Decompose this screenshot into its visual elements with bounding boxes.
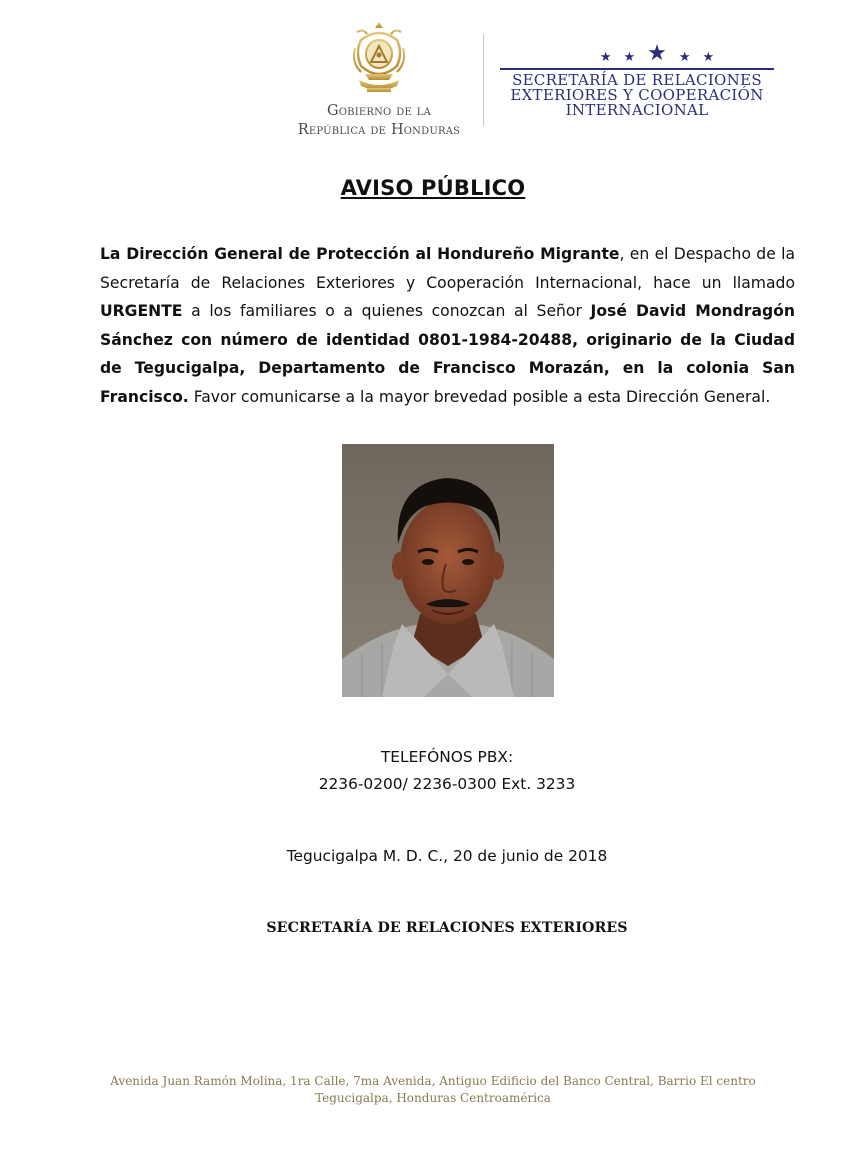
ministry-name-line2: EXTERIORES Y COOPERACIÓN [510, 86, 764, 104]
phone-contact [0, 744, 866, 798]
urgent-label: URGENTE [100, 302, 183, 320]
ministry-logo-block [496, 41, 778, 119]
paragraph-text-2: a los familiares o a quienes conozcan al Señor [182, 302, 591, 320]
star-icon: ★ [623, 50, 636, 65]
signature: SECRETARÍA DE RELACIONES EXTERIORES [266, 920, 628, 936]
phones-label: TELEFÓNOS PBX: [380, 748, 514, 766]
person-details: José David Mondragón Sánchez con número de identidad 0801-1984-20488, originario de la Ciudad de Tegucigalpa, Departamento de Francisco Morazán, en la colonia San Francisco. [100, 302, 795, 406]
portrait-image [342, 444, 554, 697]
five-stars-icon [536, 41, 778, 66]
star-icon: ★ [647, 41, 667, 66]
ministry-name-line3: INTERNACIONAL [565, 101, 709, 119]
government-name-line1: Gobierno de la [326, 103, 432, 119]
ministry-name-line1: SECRETARÍA DE RELACIONES [512, 71, 762, 89]
star-icon: ★ [599, 50, 612, 65]
paragraph-text-1: , en el Despacho de la Secretaría de Relaciones Exteriores y Cooperación Internacional, hace un llamado [100, 245, 795, 292]
person-photo [342, 444, 554, 697]
star-icon: ★ [678, 50, 691, 65]
footer-line1: Avenida Juan Ramón Molina, 1ra Calle, 7ma Avenida, Antiguo Edificio del Banco Central, Barrio El centro [110, 1074, 756, 1088]
paragraph-text-3: Favor comunicarse a la mayor brevedad posible a esta Dirección General. [188, 387, 771, 406]
ministry-rule [500, 68, 774, 70]
government-name-line2: República de Honduras [297, 122, 461, 138]
star-icon: ★ [702, 50, 715, 65]
notice-paragraph [100, 240, 795, 411]
footer-address [0, 1073, 866, 1107]
header-divider [483, 34, 484, 126]
footer-line2: Tegucigalpa, Honduras Centroamérica [315, 1091, 551, 1105]
dateline: Tegucigalpa M. D. C., 20 de junio de 2018 [286, 847, 608, 865]
coat-of-arms-icon [347, 18, 411, 100]
government-logo-block [284, 18, 474, 138]
phones-value: 2236-0200/ 2236-0300 Ext. 3233 [318, 775, 576, 793]
directorate-name: La Dirección General de Protección al Hondureño Migrante [100, 245, 620, 263]
letterhead [0, 0, 866, 150]
notice-title: AVISO PÚBLICO [340, 176, 526, 200]
